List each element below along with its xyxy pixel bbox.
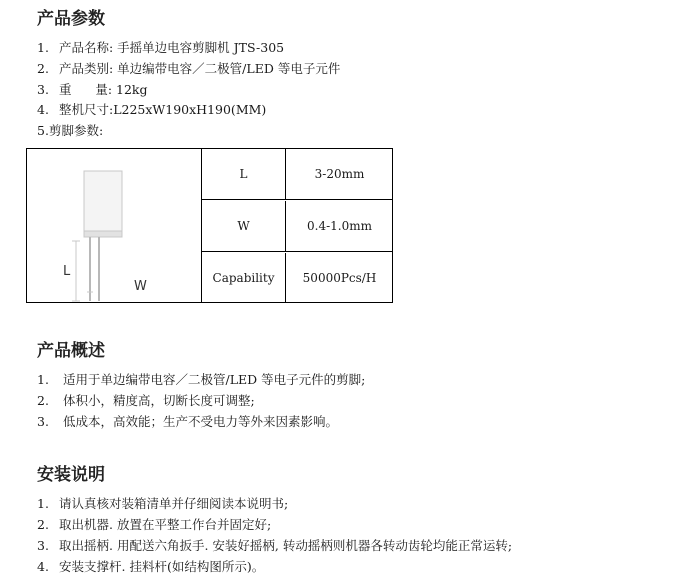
install-item-4-text: 安装支撑杆. 挂料杆(如结构图所示)。: [59, 559, 265, 574]
section-title-overview: 产品概述: [37, 341, 105, 361]
install-item-2-text: 取出机器. 放置在平整工作台并固定好;: [59, 517, 272, 532]
install-item-1-text: 请认真核对装箱清单并仔细阅读本说明书;: [59, 496, 289, 511]
table-row: [202, 201, 392, 252]
param-item-2-text: 产品类别: 单边编带电容／二极管/LED 等电子元件: [59, 61, 341, 76]
install-item-3-num: 3.: [37, 538, 49, 553]
param-item-1-text: 产品名称: 手摇单边电容剪脚机 JTS-305: [59, 40, 285, 55]
install-item-4: [37, 557, 264, 575]
install-item-4-num: 4.: [37, 559, 49, 574]
table-key-cell: W: [202, 201, 286, 251]
param-item-5-num: 5.: [37, 123, 49, 138]
table-value-cell: 50000Pcs/H: [302, 270, 377, 285]
table-key-cell: L: [202, 149, 286, 199]
overview-item-2-text: 体积小，精度高，切断长度可调整;: [63, 393, 255, 408]
table-row: [202, 253, 392, 302]
overview-item-3-text: 低成本，高效能；生产不受电力等外来因素影响。: [63, 414, 339, 429]
table-value-cell: 0.4-1.0mm: [307, 219, 372, 233]
install-item-3-text: 取出摇柄. 用配送六角扳手. 安装好摇柄, 转动摇柄则机器各转动齿轮均能正常运转;: [59, 538, 513, 553]
param-item-4-text: 整机尺寸:L225xW190xH190(MM): [59, 102, 267, 117]
param-item-4: [37, 100, 266, 118]
param-item-2-num: 2.: [37, 61, 49, 76]
section-title-params: 产品参数: [37, 9, 105, 29]
length-label: L: [63, 264, 71, 279]
overview-item-1-num: 1.: [37, 372, 49, 387]
param-item-3-text: 重 量: 12kg: [59, 82, 148, 97]
overview-item-1-text: 适用于单边编带电容／二极管/LED 等电子元件的剪脚;: [63, 372, 366, 387]
table-value-cell: 3-20mm: [314, 167, 365, 181]
capacitor-base: [84, 231, 122, 237]
param-item-4-num: 4.: [37, 102, 49, 117]
cut-parameter-table: [26, 148, 393, 303]
param-item-3-num: 3.: [37, 82, 49, 97]
install-item-2: [37, 515, 271, 533]
param-item-2: [37, 59, 340, 77]
param-item-1: [37, 38, 284, 56]
section-title-install: 安装说明: [37, 465, 105, 485]
overview-item-1: [37, 370, 365, 388]
table-key-cell: Capability: [202, 253, 286, 302]
install-item-1: [37, 494, 288, 512]
overview-item-2: [37, 391, 255, 409]
capacitor-body: [84, 171, 122, 233]
overview-item-3: [37, 412, 338, 430]
cut-parameter-grid: [202, 149, 392, 302]
param-item-5-text: 剪脚参数:: [48, 123, 104, 138]
install-item-2-num: 2.: [37, 517, 49, 532]
overview-item-3-num: 3.: [37, 414, 49, 429]
install-item-1-num: 1.: [37, 496, 49, 511]
table-row: [202, 149, 392, 200]
param-item-1-num: 1.: [37, 40, 49, 55]
capacitor-figure: [27, 149, 201, 302]
component-figure-cell: [27, 149, 202, 302]
param-item-3: [37, 80, 148, 98]
overview-item-2-num: 2.: [37, 393, 49, 408]
install-item-3: [37, 536, 512, 554]
width-label: W: [134, 279, 147, 294]
param-item-5: [37, 121, 103, 139]
